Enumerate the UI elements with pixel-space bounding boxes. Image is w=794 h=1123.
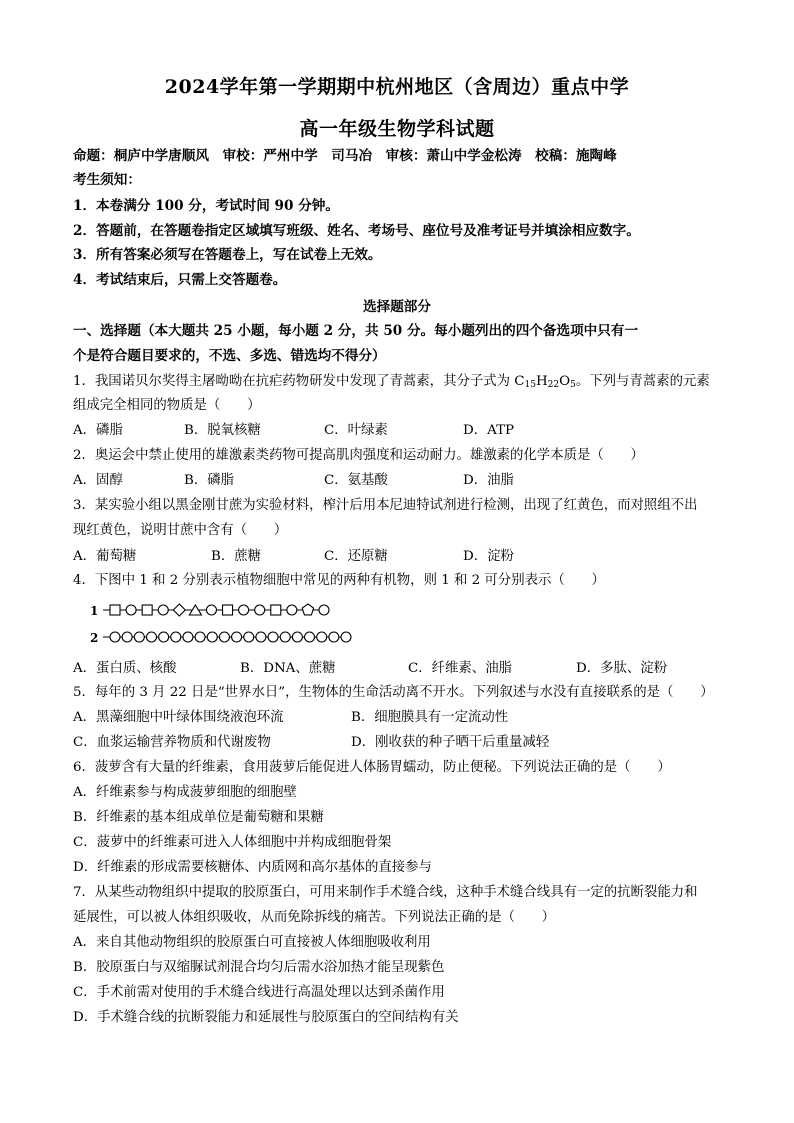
option-c: C．还原糖 <box>324 549 388 564</box>
chain-2-monomer <box>305 632 315 642</box>
notice-item: 4．考试结束后，只需上交答题卷。 <box>73 272 287 288</box>
question-4-stem: 4．下图中 1 和 2 分别表示植物细胞中常见的两种有机物，则 1 和 2 可分别表示（ ） <box>73 573 605 588</box>
chain-1-monomer <box>173 604 185 616</box>
molecule-chains-figure <box>88 601 368 647</box>
chain-1-monomer <box>223 605 233 615</box>
option-b: B．细胞膜具有一定流动性 <box>351 710 509 725</box>
chain-2-monomer <box>146 632 156 642</box>
option-d: D．ATP <box>463 423 515 438</box>
option-c: C．氨基酸 <box>324 473 388 488</box>
option-d: D．多肽、淀粉 <box>576 661 668 676</box>
option-a: A．纤维素参与构成菠萝细胞的细胞壁 <box>73 785 297 800</box>
option-b: B．纤维素的基本组成单位是葡萄糖和果糖 <box>73 810 324 825</box>
option-a: A．蛋白质、核酸 <box>73 661 177 676</box>
question-2-stem: 2．奥运会中禁止使用的雄激素类药物可提高肌肉强度和运动耐力。雄激素的化学本质是（ ） <box>73 448 644 463</box>
option-c: C．菠萝中的纤维素可进入人体细胞中并构成细胞骨架 <box>73 835 392 850</box>
option-b: B．蔗糖 <box>211 549 262 564</box>
chain-2-monomer <box>232 632 242 642</box>
chain-1 <box>103 604 329 616</box>
option-d: D．油脂 <box>463 473 514 488</box>
question-1-stem: 1．我国诺贝尔奖得主屠呦呦在抗疟药物研发中发现了青蒿素，其分子式为 $C_{15}H_{22}O_5$。下列与青蒿素的元素 <box>73 374 710 390</box>
option-a: A．葡萄糖 <box>73 549 137 564</box>
chain-2-monomer <box>195 632 205 642</box>
question-6-stem: 6．菠萝含有大量的纤维素，食用菠萝后能促进人体肠胃蠕动，防止便秘。下列说法正确的是（ ） <box>73 760 671 775</box>
exam-subtitle: 高一年级生物学科试题 <box>299 118 495 140</box>
chain-2-label: 2 <box>90 631 99 645</box>
chain-2-monomer <box>171 632 181 642</box>
chain-1-monomer <box>142 605 152 615</box>
credits-line: 命题：桐庐中学唐顺风 审校：严州中学 司马冶 审核：萧山中学金松涛 校稿：施陶峰 <box>73 148 617 164</box>
chain-2-monomer <box>134 632 144 642</box>
chain-1-label: 1 <box>90 604 99 618</box>
option-b: B．磷脂 <box>184 473 235 488</box>
chain-1-monomer <box>319 605 329 615</box>
notice-item: 1．本卷满分 100 分，考试时间 90 分钟。 <box>73 198 339 214</box>
option-b: B．脱氧核糖 <box>184 423 261 438</box>
chain-2-monomer <box>219 632 229 642</box>
notice-item: 2．答题前，在答题卷指定区域填写班级、姓名、考场号、座位号及准考证号并填涂相应数字。 <box>73 223 640 239</box>
question-5-stem: 5．每年的 3 月 22 日是“世界水日”，生物体的生命活动离不开水。下列叙述与水没有直接联系的是（ ） <box>73 685 714 700</box>
chain-2-monomer <box>341 632 351 642</box>
option-a: A．固醇 <box>73 473 123 488</box>
chain-2-monomer <box>292 632 302 642</box>
chain-1-monomer <box>239 605 249 615</box>
chain-2-monomer <box>329 632 339 642</box>
chain-1-monomer <box>206 605 216 615</box>
section-title: 选择题部分 <box>363 299 431 315</box>
chain-1-monomer <box>110 605 120 615</box>
chain-2-monomer <box>268 632 278 642</box>
question-1-stem-cont: 组成完全相同的物质是（ ） <box>73 398 261 413</box>
option-d: D．刚收获的种子晒干后重量减轻 <box>351 735 550 750</box>
chain-1-monomer <box>158 605 168 615</box>
option-c: C．血浆运输营养物质和代谢废物 <box>73 735 271 750</box>
option-c: C．纤维素、油脂 <box>408 661 512 676</box>
option-d: D．淀粉 <box>463 549 514 564</box>
question-3-stem-cont: 现红黄色，说明甘蔗中含有（ ） <box>73 523 288 538</box>
chain-1-monomer <box>126 605 136 615</box>
exam-title: 2024学年第一学期期中杭州地区（含周边）重点中学 <box>164 76 630 98</box>
option-c: C．手术前需对使用的手术缝合线进行高温处理以达到杀菌作用 <box>73 985 445 1000</box>
option-b: B．DNA、蔗糖 <box>240 661 336 676</box>
option-a: A．磷脂 <box>73 423 123 438</box>
section-instruction: 一、选择题（本大题共 25 小题，每小题 2 分，共 50 分。每小题列出的四个备选项中只有一 <box>73 323 639 339</box>
chain-2-monomer <box>110 632 120 642</box>
question-3-stem: 3．某实验小组以黑金刚甘蔗为实验材料，榨汁后用本尼迪特试剂进行检测，出现了红黄色，而对照组不出 <box>73 498 698 513</box>
question-7-stem-cont: 延展性，可以被人体组织吸收，从而免除拆线的痛苦。下列说法正确的是（ ） <box>73 910 556 925</box>
notice-item: 3．所有答案必须写在答题卷上，写在试卷上无效。 <box>73 247 382 263</box>
chain-2-monomer <box>256 632 266 642</box>
option-c: C．叶绿素 <box>324 423 388 438</box>
chain-2 <box>103 632 351 642</box>
chain-1-monomer <box>271 605 281 615</box>
option-b: B．胶原蛋白与双缩脲试剂混合均匀后需水浴加热才能呈现紫色 <box>73 960 445 975</box>
chain-2-monomer <box>244 632 254 642</box>
chain-1-monomer <box>287 605 297 615</box>
chain-2-monomer <box>122 632 132 642</box>
option-a: A．黑藻细胞中叶绿体围绕液泡环流 <box>73 710 284 725</box>
option-d: D．纤维素的形成需要核糖体、内质网和高尔基体的直接参与 <box>73 860 432 875</box>
option-a: A．来自其他动物组织的胶原蛋白可直接被人体细胞吸收利用 <box>73 935 431 950</box>
chain-2-monomer <box>317 632 327 642</box>
question-7-stem: 7．从某些动物组织中提取的胶原蛋白，可用来制作手术缝合线，这种手术缝合线具有一定的抗断裂能力和 <box>73 885 698 900</box>
chain-2-monomer <box>159 632 169 642</box>
section-instruction: 个是符合题目要求的，不选、多选、错选均不得分） <box>73 348 386 364</box>
chain-1-monomer <box>302 604 313 615</box>
chain-1-monomer <box>255 605 265 615</box>
chain-2-monomer <box>183 632 193 642</box>
option-d: D．手术缝合线的抗断裂能力和延展性与胶原蛋白的空间结构有关 <box>73 1010 459 1025</box>
chain-2-monomer <box>280 632 290 642</box>
notice-heading: 考生须知： <box>73 172 141 188</box>
chain-2-monomer <box>207 632 217 642</box>
